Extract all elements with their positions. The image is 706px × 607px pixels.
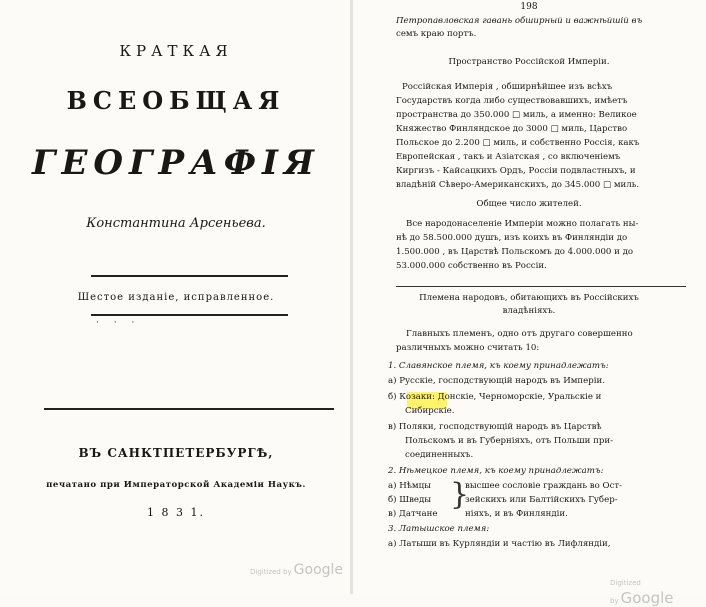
- list-cossacks: б) Козаки: Донскіе, Черноморскіе, Уральскіе и: [388, 392, 602, 402]
- list-german: 2. Нѣмецкое племя, къ коему принадлежатъ:: [388, 466, 604, 476]
- text-line-20: различныхъ можно считать 10:: [396, 343, 540, 353]
- text-line-11: владѣній Сѣверо-Американскихъ, до 345.000 □ миль.: [396, 180, 640, 190]
- text-line-9: Европейская , такъ и Азіатская , со включеніемъ: [396, 152, 621, 162]
- text-line-13: Все народонаселеніе Имперіи можно полагать ны-: [406, 219, 639, 229]
- heading-plemena-cont: владѣніяхъ.: [502, 306, 556, 316]
- title-vseobshchaya: ВСЕОБЩАЯ: [66, 86, 286, 115]
- heading-prostranstvo: Пространство Россійской Имперіи.: [448, 57, 610, 67]
- heading-plemena: Племена народовъ, обитающихъ въ Россійскихъ: [419, 293, 639, 303]
- google-watermark-right: Digitized by Google: [610, 579, 674, 607]
- text-line-19: Главныхъ племенъ, одно отъ другаго совершенно: [406, 329, 633, 339]
- ornament-dots: · · ·: [96, 318, 141, 328]
- google-watermark-left: Digitized by Google: [250, 562, 344, 578]
- printer-line: печатано при Императорской Академіи Наукъ.: [46, 480, 306, 490]
- list-brace-text-3: ніяхъ, и въ Финляндіи.: [465, 509, 568, 519]
- list-brace-text-1: высшее сословіе граждань во Ост-: [465, 481, 623, 491]
- list-slavic: 1. Славянское племя, къ коему принадлежатъ:: [388, 361, 609, 371]
- footer-rule: [44, 408, 334, 410]
- lower-rule: [91, 314, 288, 316]
- text-line-10: Киргизъ - Кайсацкихъ Ордъ, Россіи подвластныхъ, и: [396, 166, 636, 176]
- list-poles-cont2: соединенныхъ.: [405, 450, 474, 460]
- heading-obshchee-chislo: Общее число жителей.: [476, 199, 582, 209]
- list-swedes: б) Шведы: [388, 495, 432, 505]
- list-cossacks-cont: Сибирскіе.: [405, 406, 455, 416]
- section-rule: [396, 286, 686, 287]
- list-germans: а) Нѣмцы: [388, 481, 431, 491]
- upper-rule: [91, 275, 288, 277]
- text-line-4: Россійская Имперія , обширнѣйшее изъ всѣхъ: [402, 82, 613, 92]
- list-poles-cont: Польскомъ и въ Губерніяхъ, отъ Польши при-: [405, 436, 613, 446]
- text-line-7: Княжество Финляндское до 3000 □ миль, Царство: [396, 124, 628, 134]
- list-russians: а) Русскіе, господствующій народъ въ Имперіи.: [388, 376, 605, 386]
- page-number: 198: [520, 2, 538, 12]
- list-brace-text-2: зейскихъ или Балтійскихъ Губер-: [465, 495, 618, 505]
- text-line-16: 53.000.000 собственно въ Россіи.: [396, 261, 547, 271]
- text-line-14: нѣ до 58.500.000 душъ, изъ коихъ въ Финляндіи до: [396, 233, 628, 243]
- text-line-1: Петропавловская гавань обширный и важнѣйшій въ: [396, 16, 643, 26]
- brace-mark: }: [450, 477, 470, 512]
- text-line-2: семъ краю портъ.: [396, 29, 477, 39]
- author-line: Константина Арсеньева.: [86, 216, 266, 231]
- list-poles: в) Поляки, господствующій народъ въ Царствѣ: [388, 422, 602, 432]
- title-kratkaya: КРАТКАЯ: [119, 42, 233, 60]
- list-latvian: 3. Латышское племя:: [388, 524, 490, 534]
- edition-line: Шестое изданіе, исправленное.: [77, 292, 275, 303]
- year-line: 1 8 3 1.: [147, 506, 205, 519]
- list-danes: в) Датчане: [388, 509, 438, 519]
- city-line: ВЪ САНКТПЕТЕРБУРГѢ,: [78, 446, 274, 460]
- list-latvians: а) Латыши въ Курляндіи и частію въ Лифляндіи,: [388, 539, 611, 549]
- text-line-6: пространства до 350.000 □ миль, а именно: Великое: [396, 110, 637, 120]
- text-line-15: 1.500.000 , въ Царствѣ Польскомъ до 4.000.000 и до: [396, 247, 634, 257]
- right-text-block: [352, 0, 706, 607]
- text-line-5: Государствъ когда либо существовавшихъ, имѣетъ: [396, 96, 628, 106]
- text-line-8: Польское до 2.200 □ миль, и собственно Россія, какъ: [396, 138, 640, 148]
- title-geografiya: ГЕОГРАФІЯ: [32, 143, 320, 183]
